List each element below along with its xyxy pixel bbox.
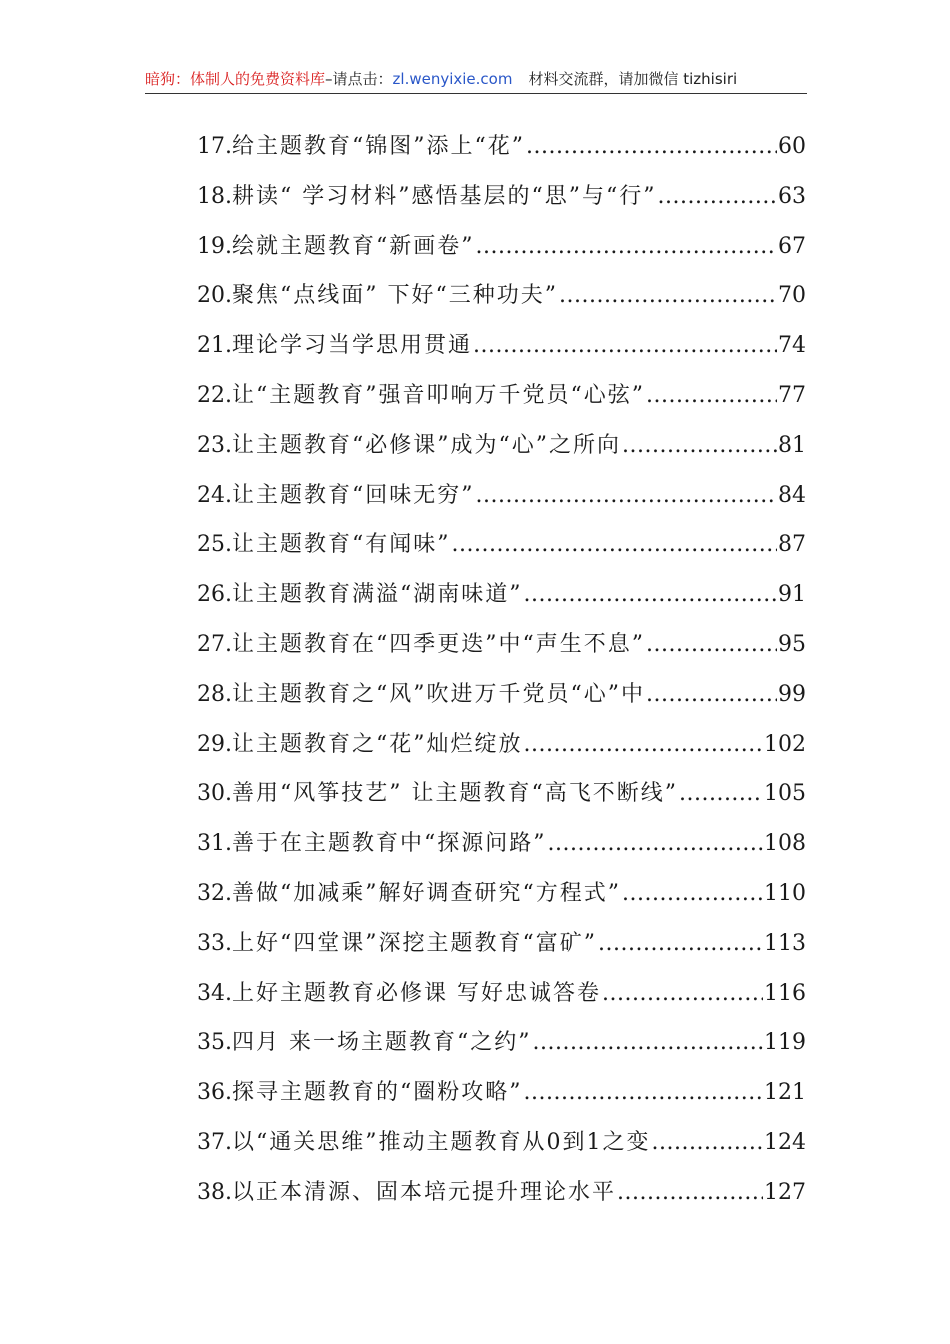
toc-entry[interactable] [197,321,806,371]
toc-entry-page-number: 102 [764,731,806,757]
toc-dot-leader [524,1068,764,1118]
toc-dot-leader [476,471,778,521]
toc-entry[interactable] [197,819,806,869]
toc-entry-number: 27. [197,631,232,657]
toc-entry-number: 37. [197,1129,232,1155]
toc-dot-leader [646,670,777,720]
toc-entry-page-number: 91 [778,582,806,608]
toc-entry-title: 绘就主题教育“新画卷” [232,233,475,259]
toc-entry-page-number: 60 [778,134,806,159]
toc-dot-leader [548,819,764,869]
toc-entry-number: 33. [197,930,232,956]
toc-entry-number: 38. [197,1179,232,1205]
toc-dot-leader [617,1168,763,1218]
toc-dot-leader [657,172,777,222]
toc-entry-page-number: 67 [778,233,806,259]
toc-entry-page-number: 70 [778,283,806,309]
toc-entry-title: 善做“加减乘”解好调查研究“方程式” [232,880,621,906]
toc-entry-number: 28. [197,681,232,707]
toc-dot-leader [476,222,778,272]
toc-entry-title: 理论学习当学思用贯通 [232,333,473,359]
toc-entry-number: 20. [197,283,232,309]
toc-entry-page-number: 74 [778,333,806,359]
toc-entry[interactable] [197,172,806,222]
header-contact: 材料交流群，请加微信 tizhisiri [528,70,738,88]
toc-entry-page-number: 63 [778,183,806,209]
toc-entry-number: 29. [197,731,232,757]
toc-entry-page-number: 119 [764,1030,806,1056]
toc-entry-number: 24. [197,482,232,508]
toc-dot-leader [452,520,778,570]
toc-entry[interactable] [197,1068,806,1118]
toc-entry-title: 聚焦“点线面” 下好“三种功夫” [232,283,558,309]
toc-entry-number: 19. [197,233,232,259]
toc-entry[interactable] [197,1168,806,1218]
toc-entry-title: 上好“四堂课”深挖主题教育“富矿” [232,930,597,956]
toc-entry[interactable] [197,769,806,819]
toc-dot-leader [646,620,777,670]
toc-entry-title: 耕读“ 学习材料”感悟基层的“思”与“行” [232,183,657,209]
toc-entry-number: 18. [197,183,232,209]
toc-entry-title: 四月 来一场主题教育“之约” [232,1030,532,1056]
toc-dot-leader [679,769,763,819]
toc-entry-page-number: 77 [778,382,806,408]
toc-entry-number: 23. [197,432,232,458]
toc-entry[interactable] [197,271,806,321]
toc-entry-title: 让主题教育“回味无穷” [232,482,475,508]
toc-entry-title: 让“主题教育”强音叩响万千党员“心弦” [232,382,645,408]
toc-entry-page-number: 108 [764,831,806,857]
header-divider [145,93,807,94]
toc-entry[interactable] [197,421,806,471]
toc-entry-title: 让主题教育“有闻味” [232,532,451,558]
toc-entry-number: 31. [197,831,232,857]
toc-entry-number: 32. [197,880,232,906]
toc-entry-number: 21. [197,333,232,359]
toc-dot-leader [646,371,777,421]
toc-entry-number: 36. [197,1080,232,1106]
toc-entry-page-number: 113 [764,930,806,956]
toc-entry[interactable] [197,969,806,1019]
toc-entry-page-number: 81 [778,432,806,458]
toc-dot-leader [473,321,777,371]
toc-entry-number: 34. [197,980,232,1006]
toc-entry[interactable] [197,371,806,421]
toc-entry[interactable] [197,471,806,521]
toc-dot-leader [622,869,763,919]
toc-entry-number: 30. [197,781,232,807]
toc-entry-title: 上好主题教育必修课 写好忠诚答卷 [232,980,601,1006]
toc-entry[interactable] [197,1118,806,1168]
toc-entry-title: 善用“风筝技艺” 让主题教育“高飞不断线” [232,781,678,807]
toc-entry-title: 让主题教育之“花”灿烂绽放 [232,731,523,757]
toc-entry-page-number: 84 [778,482,806,508]
toc-dot-leader [526,122,777,172]
toc-entry-number: 25. [197,532,232,558]
toc-entry-number: 35. [197,1030,232,1056]
toc-entry-title: 让主题教育在“四季更迭”中“声生不息” [232,631,645,657]
toc-entry[interactable] [197,919,806,969]
toc-entry[interactable] [197,720,806,770]
toc-entry-title: 给主题教育“锦图”添上“花” [232,134,525,159]
toc-entry[interactable] [197,620,806,670]
toc-dot-leader [533,1018,764,1068]
toc-entry-page-number: 121 [764,1080,806,1106]
toc-entry[interactable] [197,670,806,720]
toc-entry-title: 让主题教育之“风”吹进万千党员“心”中 [232,681,645,707]
toc-entry-title: 让主题教育“必修课”成为“心”之所向 [232,432,621,458]
toc-entry-page-number: 99 [778,681,806,707]
toc-dot-leader [598,919,763,969]
toc-dot-leader [524,570,778,620]
toc-entry-title: 让主题教育满溢“湖南味道” [232,582,523,608]
toc-entry[interactable] [197,122,806,172]
toc-dot-leader [559,271,777,321]
toc-entry-number: 22. [197,382,232,408]
toc-entry-page-number: 110 [764,880,806,906]
toc-entry-title: 善于在主题教育中“探源问路” [232,831,547,857]
toc-dot-leader [622,421,777,471]
toc-entry-title: 以正本清源、固本培元提升理论水平 [232,1179,617,1205]
toc-dot-leader [652,1118,764,1168]
toc-entry[interactable] [197,520,806,570]
toc-entry-page-number: 105 [764,781,806,807]
toc-entry[interactable] [197,222,806,272]
toc-entry-number: 26. [197,582,232,608]
toc-entry-number: 17. [197,134,232,159]
header-url-link[interactable]: zl.wenyixie.com [392,70,513,88]
toc-entry-title: 探寻主题教育的“圈粉攻略” [232,1080,523,1106]
toc-entry[interactable] [197,869,806,919]
toc-dot-leader [524,720,764,770]
toc-entry-page-number: 87 [778,532,806,558]
header-brand: 暗狗：体制人的免费资料库 [145,70,326,88]
toc-entry-page-number: 95 [778,631,806,657]
toc-entry-page-number: 116 [764,980,806,1006]
toc-entry-page-number: 124 [764,1129,806,1155]
table-of-contents [197,122,806,1218]
toc-entry-page-number: 127 [764,1179,806,1205]
toc-entry[interactable] [197,570,806,620]
toc-dot-leader [602,969,763,1019]
toc-entry[interactable] [197,1018,806,1068]
page-header [145,66,807,92]
header-click-prompt: –请点击： [325,70,393,88]
toc-entry-title: 以“通关思维”推动主题教育从0到1之变 [232,1129,651,1155]
